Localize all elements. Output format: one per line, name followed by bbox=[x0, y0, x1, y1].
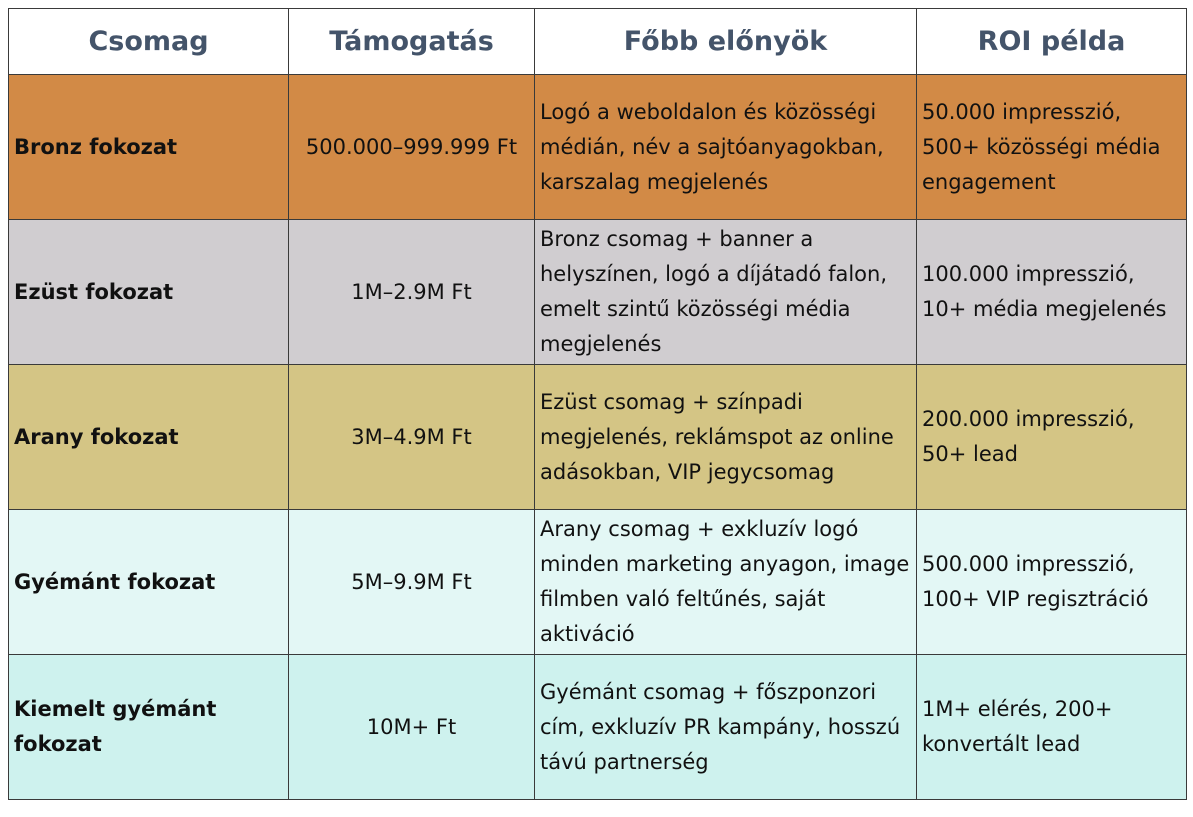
roi-example: 200.000 impresszió, 50+ lead bbox=[917, 365, 1187, 510]
table-row bbox=[9, 510, 1187, 655]
roi-example: 50.000 impresszió, 500+ közösségi média engagement bbox=[917, 75, 1187, 220]
roi-example: 100.000 impresszió, 10+ média megjelenés bbox=[917, 220, 1187, 365]
roi-example: 500.000 impresszió, 100+ VIP regisztráció bbox=[917, 510, 1187, 655]
table-row bbox=[9, 655, 1187, 800]
benefits-text: Bronz csomag + banner a helyszínen, logó a díjátadó falon, emelt szintű közösségi média megjelenés bbox=[535, 220, 917, 365]
table-row bbox=[9, 365, 1187, 510]
package-name: Kiemelt gyémánt fokozat bbox=[9, 655, 289, 800]
package-name: Gyémánt fokozat bbox=[9, 510, 289, 655]
benefits-text: Logó a weboldalon és közösségi médián, név a sajtóanyagokban, karszalag megjelenés bbox=[535, 75, 917, 220]
package-name: Ezüst fokozat bbox=[9, 220, 289, 365]
header-support: Támogatás bbox=[289, 9, 535, 75]
support-amount: 10M+ Ft bbox=[289, 655, 535, 800]
package-name: Arany fokozat bbox=[9, 365, 289, 510]
support-amount: 3M–4.9M Ft bbox=[289, 365, 535, 510]
benefits-text: Gyémánt csomag + főszponzori cím, exkluzív PR kampány, hosszú távú partnerség bbox=[535, 655, 917, 800]
support-amount: 1M–2.9M Ft bbox=[289, 220, 535, 365]
header-benefits: Főbb előnyök bbox=[535, 9, 917, 75]
benefits-text: Ezüst csomag + színpadi megjelenés, reklámspot az online adásokban, VIP jegycsomag bbox=[535, 365, 917, 510]
package-name: Bronz fokozat bbox=[9, 75, 289, 220]
header-package: Csomag bbox=[9, 9, 289, 75]
table-row bbox=[9, 75, 1187, 220]
support-amount: 5M–9.9M Ft bbox=[289, 510, 535, 655]
support-amount: 500.000–999.999 Ft bbox=[289, 75, 535, 220]
table-header-row bbox=[9, 9, 1187, 75]
roi-example: 1M+ elérés, 200+ konvertált lead bbox=[917, 655, 1187, 800]
sponsorship-packages-table bbox=[8, 8, 1187, 800]
table-row bbox=[9, 220, 1187, 365]
benefits-text: Arany csomag + exkluzív logó minden marketing anyagon, image filmben való feltűnés, saját aktiváció bbox=[535, 510, 917, 655]
header-roi: ROI példa bbox=[917, 9, 1187, 75]
